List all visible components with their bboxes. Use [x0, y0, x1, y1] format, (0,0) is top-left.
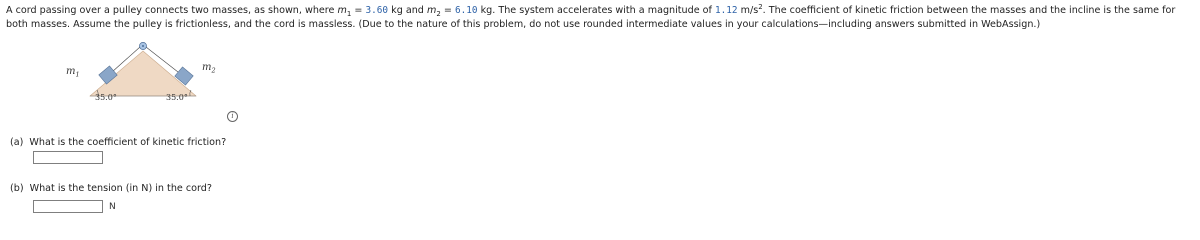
svg-text:m1 — [66, 66, 80, 79]
problem-rest: . The coefficient of kinetic friction between the masses and the incline is the same for both masses. Assume the pulley is frictionless, and the cord is massless. (Due to the nature of this problem, do not use rounded intermediate values in your calculations—including answers submitted in WebAssign.) — [6, 5, 1176, 30]
part-b-unit: N — [109, 202, 116, 212]
part-b-question — [10, 183, 212, 194]
m2-label-subscript: 2 — [211, 66, 216, 75]
m1-symbol: m — [337, 5, 347, 16]
part-a-answer-input[interactable] — [33, 151, 103, 164]
m1-subscript: 1 — [346, 9, 352, 18]
part-b-question-text: What is the tension (in N) in the cord? — [29, 183, 212, 194]
m2-subscript: 2 — [436, 9, 441, 18]
m1-label-subscript: 1 — [75, 70, 80, 79]
part-b-answer-input[interactable] — [33, 200, 103, 213]
m2-symbol: m — [426, 5, 437, 16]
acceleration-unit-exponent: 2 — [758, 2, 763, 11]
acceleration-value: 1.12 — [714, 5, 738, 16]
info-icon[interactable]: i — [227, 111, 238, 122]
m1-unit: kg and — [391, 5, 424, 16]
part-a-question-text: What is the coefficient of kinetic friction? — [29, 137, 227, 148]
m2-label: m — [202, 62, 212, 73]
part-a-letter: (a) — [10, 137, 24, 148]
pulley-axle — [142, 45, 144, 47]
problem-intro: A cord passing over a pulley connects two masses, as shown, where — [6, 5, 335, 16]
incline-figure — [50, 38, 250, 110]
acceleration-unit: m/s — [740, 5, 759, 16]
m1-label: m — [66, 66, 76, 77]
angle-label-left: 35.0° — [95, 93, 117, 102]
part-b-letter: (b) — [10, 183, 24, 194]
problem-statement — [6, 4, 1194, 31]
m2-unit: kg. The system accelerates with a magnitude of — [480, 5, 712, 16]
equals-sign: = — [443, 5, 452, 16]
svg-text:m2 — [202, 62, 216, 75]
m2-value: 6.10 — [454, 5, 478, 16]
part-a-question — [10, 137, 226, 148]
equals-sign: = — [354, 5, 363, 16]
m1-value: 3.60 — [365, 5, 389, 16]
angle-label-right: 35.0° — [166, 93, 188, 102]
